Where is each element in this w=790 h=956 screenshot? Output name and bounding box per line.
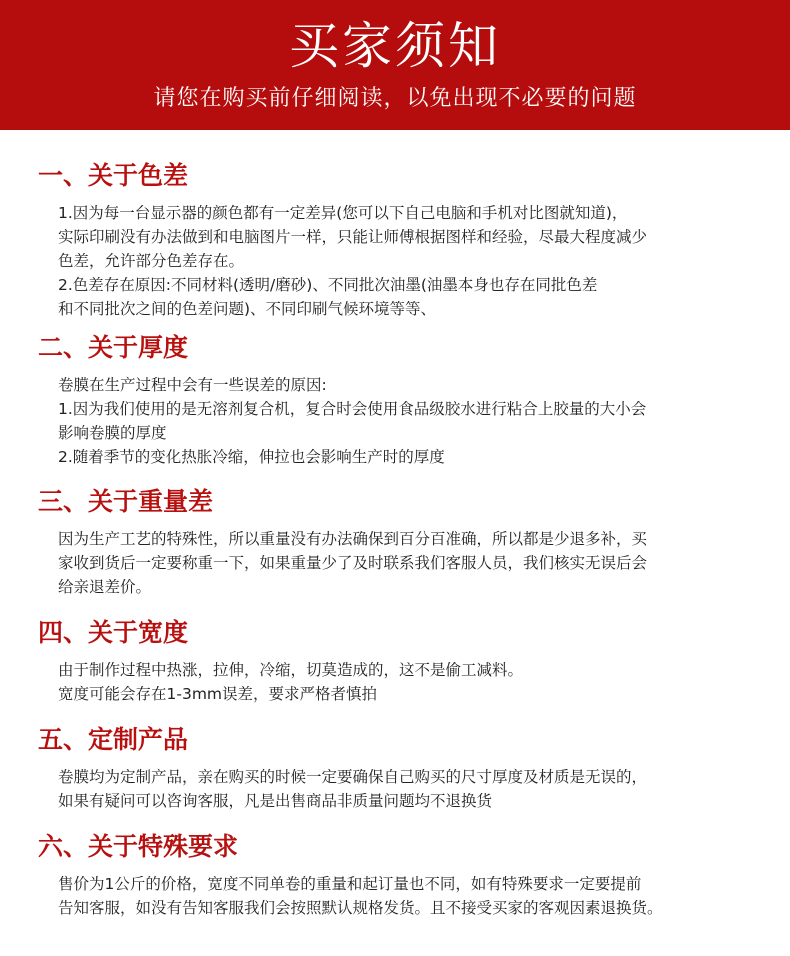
section-line: 家收到货后一定要称重一下，如果重量少了及时联系我们客服人员，我们核实无误后会 <box>58 554 648 572</box>
page-title: 买家须知 <box>289 17 501 75</box>
section-body <box>58 527 758 599</box>
page-subtitle: 请您在购买前仔细阅读，以免出现不必要的问题 <box>153 86 637 111</box>
section-line: 实际印刷没有办法做到和电脑图片一样，只能让师傅根据图样和经验，尽最大程度减少 <box>58 228 648 246</box>
section-title: 二、关于厚度 <box>38 333 189 362</box>
section-body <box>58 765 758 813</box>
section-line: 因为生产工艺的特殊性，所以重量没有办法确保到百分百准确，所以都是少退多补，买 <box>58 530 648 548</box>
section-line: 2.色差存在原因:不同材料(透明/磨砂)、不同批次油墨(油墨本身也存在同批色差 <box>58 276 598 294</box>
section-line: 1.因为每一台显示器的颜色都有一定差异(您可以下自己电脑和手机对比图就知道)， <box>58 204 628 222</box>
section-body <box>58 872 758 920</box>
section-line: 售价为1公斤的价格，宽度不同单卷的重量和起订量也不同，如有特殊要求一定要提前 <box>58 875 642 893</box>
section-line: 由于制作过程中热涨，拉伸，冷缩，切莫造成的，这不是偷工减料。 <box>58 661 524 679</box>
section-body <box>58 201 758 321</box>
section-title: 五、定制产品 <box>38 725 189 754</box>
section-title: 四、关于宽度 <box>38 618 189 647</box>
section-line: 宽度可能会存在1-3mm误差，要求严格者慎拍 <box>58 685 378 703</box>
section-body <box>58 658 758 706</box>
header-banner <box>0 0 790 130</box>
section-title: 六、关于特殊要求 <box>38 832 239 861</box>
section-line: 1.因为我们使用的是无溶剂复合机，复合时会使用食品级胶水进行粘合上胶量的大小会 <box>58 400 647 418</box>
section-line: 色差，允许部分色差存在。 <box>58 252 245 270</box>
section-line: 如果有疑问可以咨询客服，凡是出售商品非质量问题均不退换货 <box>58 792 493 810</box>
section-body <box>58 373 758 469</box>
section-line: 卷膜均为定制产品，亲在购买的时候一定要确保自己购买的尺寸厚度及材质是无误的， <box>58 768 648 786</box>
section-title: 一、关于色差 <box>38 161 189 190</box>
section-line: 2.随着季节的变化热胀冷缩，伸拉也会影响生产时的厚度 <box>58 448 445 466</box>
section-line: 影响卷膜的厚度 <box>58 424 167 442</box>
section-line: 给亲退差价。 <box>58 578 152 596</box>
section-line: 卷膜在生产过程中会有一些误差的原因: <box>58 376 327 394</box>
section-title: 三、关于重量差 <box>38 487 214 516</box>
section-line: 告知客服，如没有告知客服我们会按照默认规格发货。且不接受买家的客观因素退换货。 <box>58 899 663 917</box>
section-line: 和不同批次之间的色差问题)、不同印刷气候环境等等、 <box>58 300 437 318</box>
